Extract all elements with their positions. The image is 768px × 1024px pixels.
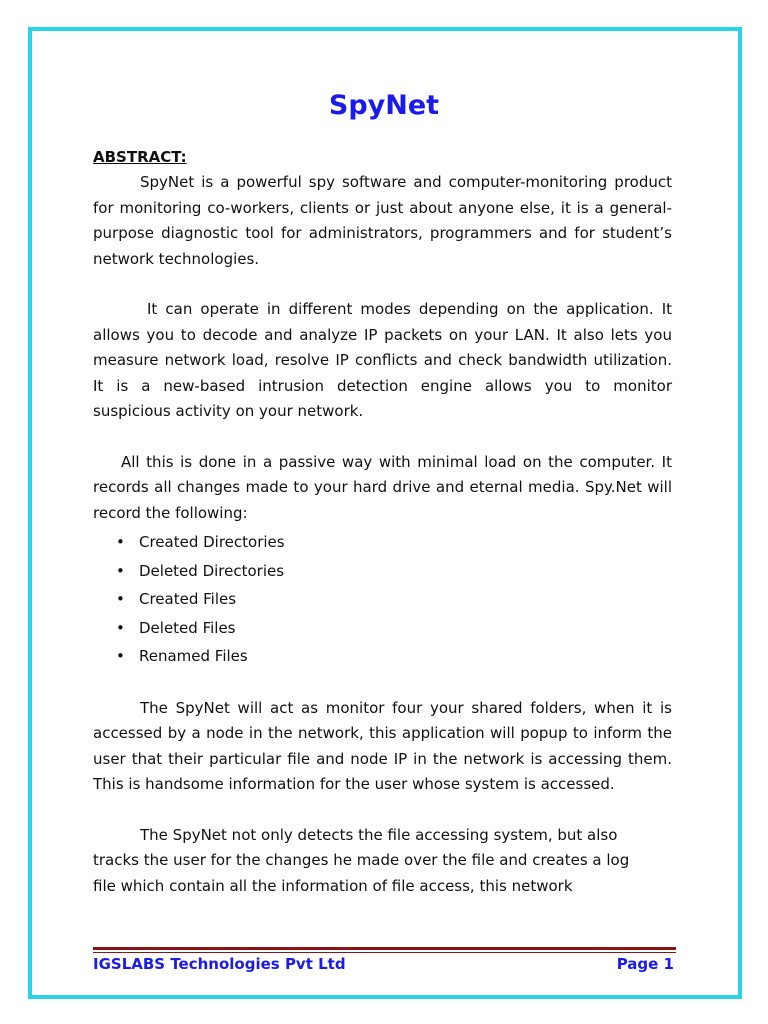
- paragraph-1: SpyNet is a powerful spy software and computer-monitoring product for monitoring co-workers, clients or just about anyone else, it is a general-purpose diagnostic tool for administrators, programmers and for student’s network technologies.: [93, 173, 672, 268]
- paragraph-5-line: tracks the user for the changes he made over the file and creates a log: [93, 851, 630, 870]
- document-body: [93, 145, 672, 899]
- list-item: [93, 557, 672, 586]
- bullet-icon: •: [116, 647, 125, 666]
- list-item-label: Renamed Files: [139, 647, 248, 666]
- list-item: [93, 528, 672, 557]
- paragraph-gap: [93, 671, 672, 696]
- paragraph-5-line: file which contain all the information of file access, this network: [93, 876, 573, 895]
- list-item-label: Created Directories: [139, 533, 285, 551]
- paragraph-gap: [93, 425, 672, 450]
- list-item: [93, 585, 672, 614]
- paragraph-2: It can operate in different modes depending on the application. It allows you to decode and analyze IP packets on your LAN. It also lets you measure network load, resolve IP conflicts and check bandwidth utilization. It is a new-based intrusion detection engine allows you to monitor suspicious activity on your network.: [93, 300, 672, 420]
- bullet-icon: •: [116, 618, 125, 637]
- list-item-label: Deleted Files: [139, 618, 236, 637]
- paragraph-3: All this is done in a passive way with minimal load on the computer. It records all changes made to your hard drive and eternal media. Spy.Net will record the following:: [93, 452, 672, 522]
- paragraph-5: [93, 823, 672, 900]
- footer-page-number: Page 1: [616, 955, 674, 973]
- document-title: SpyNet: [328, 90, 440, 121]
- paragraph-gap: [93, 272, 672, 297]
- list-item-label: Deleted Directories: [139, 561, 285, 580]
- paragraph-gap: [93, 798, 672, 823]
- abstract-heading: ABSTRACT:: [93, 148, 187, 166]
- list-item-label: Created Files: [139, 590, 237, 609]
- bullet-icon: •: [116, 533, 125, 551]
- list-item: [93, 642, 672, 671]
- paragraph-4: The SpyNet will act as monitor four your shared folders, when it is accessed by a node in the network, this application will popup to inform the user that their particular file and node IP in the network is accessing them. This is handsome information for the user whose system is accessed.: [93, 698, 672, 794]
- footer-company: IGSLABS Technologies Pvt Ltd: [93, 955, 346, 973]
- footer-rule: [93, 952, 676, 953]
- list-item: [93, 614, 672, 643]
- footer-rule: [93, 947, 676, 950]
- bullet-icon: •: [116, 590, 125, 609]
- bullet-icon: •: [116, 561, 125, 580]
- paragraph-5-line: The SpyNet not only detects the file accessing system, but also: [140, 825, 618, 844]
- bullet-list: [93, 528, 672, 671]
